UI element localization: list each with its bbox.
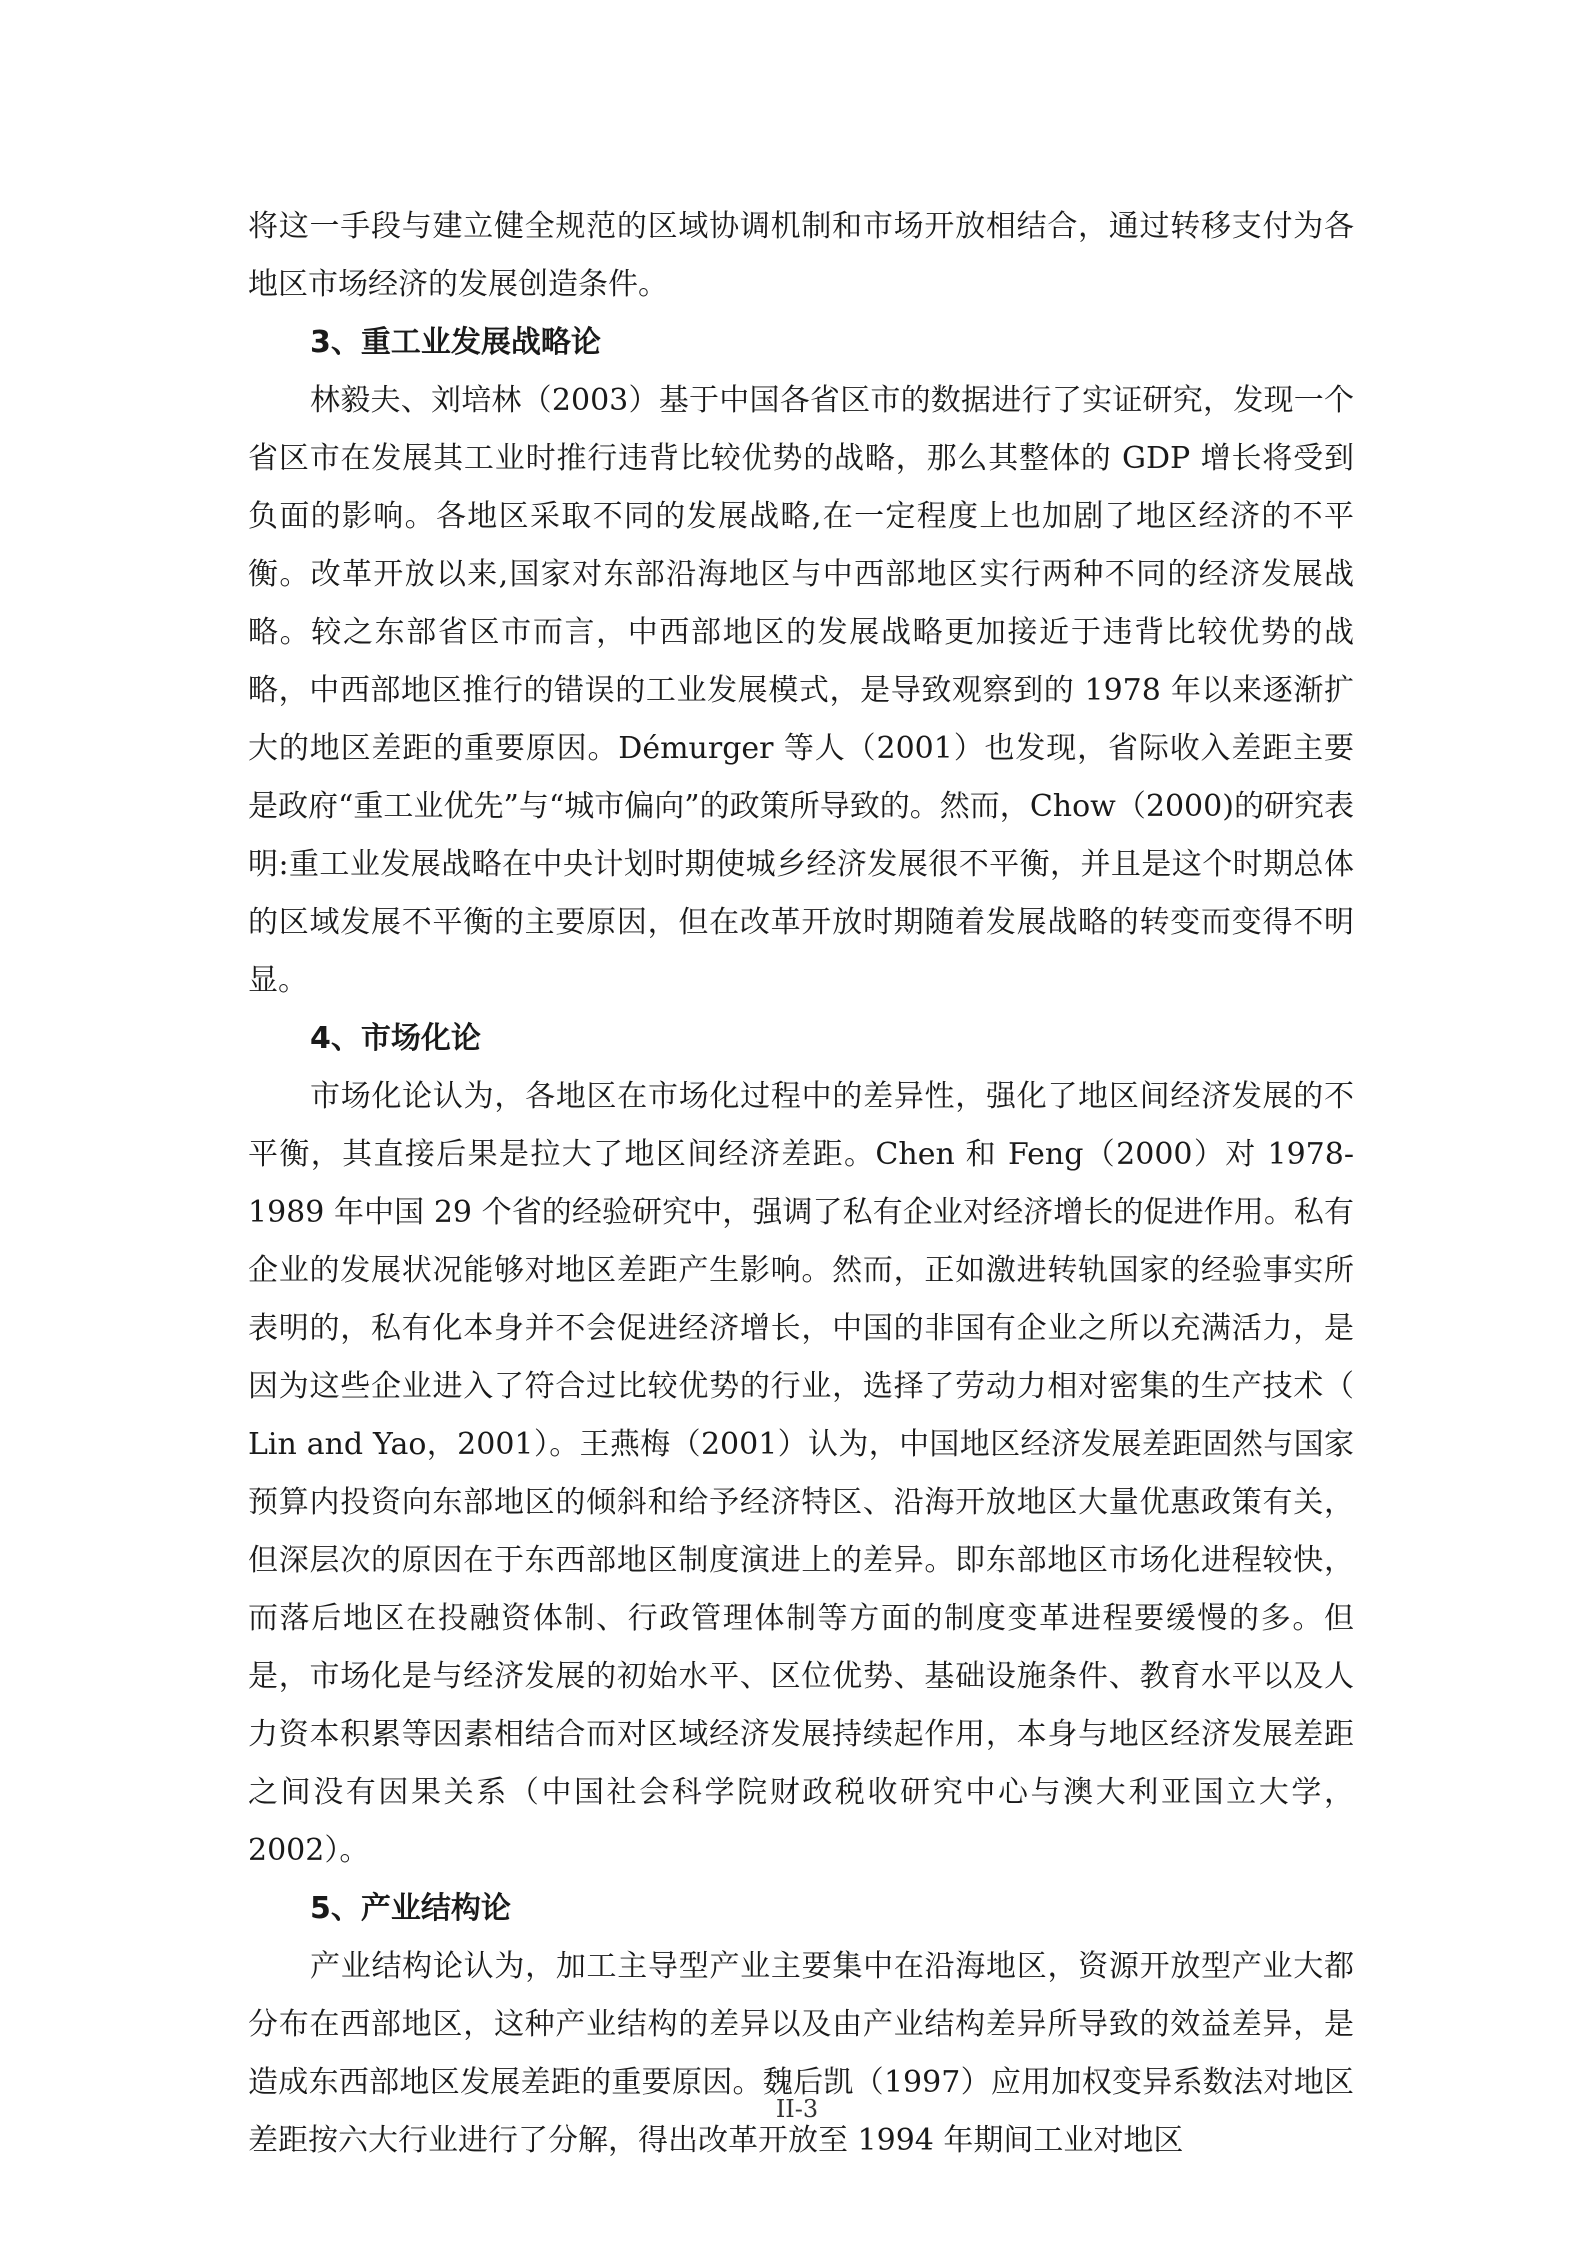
paragraph-heavy-industry: 林毅夫、刘培林（2003）基于中国各省区市的数据进行了实证研究，发现一个省区市在发展其工业时推行违背比较优势的战略，那么其整体的 GDP 增长将受到负面的影响。各地区采取不同的发展战略,在一定程度上也加剧了地区经济的不平衡。改革开放以来,国家对东部沿海地区与中西部地区实行两种不同的经济发展战略。较之东部省区市而言，中西部地区的发展战略更加接近于违背比较优势的战略，中西部地区推行的错误的工业发展模式，是导致观察到的 1978 年以来逐渐扩大的地区差距的重要原因。Démurger 等人（2001）也发现，省际收入差距主要是政府“重工业优先”与“城市偏向”的政策所导致的。然而，Chow（2000)的研究表明:重工业发展战略在中央计划时期使城乡经济发展很不平衡，并且是这个时期总体的区域发展不平衡的主要原因，但在改革开放时期随着发展战略的转变而变得不明显。 bbox=[248, 383, 1354, 998]
paragraph-continuation: 将这一手段与建立健全规范的区域协调机制和市场开放相结合，通过转移支付为各地区市场经济的发展创造条件。 bbox=[248, 209, 1354, 302]
section-heading-5: 5、产业结构论 bbox=[310, 1891, 511, 1926]
paragraph-marketization: 市场化论认为，各地区在市场化过程中的差异性，强化了地区间经济发展的不平衡，其直接后果是拉大了地区间经济差距。Chen 和 Feng（2000）对 1978-1989 年中国 29 个省的经验研究中，强调了私有企业对经济增长的促进作用。私有企业的发展状况能够对地区差距产生影响。然而，正如激进转轨国家的经验事实所表明的，私有化本身并不会促进经济增长，中国的非国有企业之所以充满活力，是因为这些企业进入了符合过比较优势的行业，选择了劳动力相对密集的生产技术（ Lin and Yao，2001）。王燕梅（2001）认为，中国地区经济发展差距固然与国家预算内投资向东部地区的倾斜和给予经济特区、沿海开放地区大量优惠政策有关，但深层次的原因在于东西部地区制度演进上的差异。即东部地区市场化进程较快，而落后地区在投融资体制、行政管理体制等方面的制度变革进程要缓慢的多。但是，市场化是与经济发展的初始水平、区位优势、基础设施条件、教育水平以及人力资本积累等因素相结合而对区域经济发展持续起作用，本身与地区经济发展差距之间没有因果关系（中国社会科学院财政税收研究中心与澳大利亚国立大学，2002）。 bbox=[248, 1079, 1354, 1868]
section-heading-3: 3、重工业发展战略论 bbox=[310, 325, 601, 360]
section-heading-4: 4、市场化论 bbox=[310, 1021, 481, 1056]
paragraph-industrial-structure: 产业结构论认为，加工主导型产业主要集中在沿海地区，资源开放型产业大都分布在西部地区，这种产业结构的差异以及由产业结构差异所导致的效益差异，是造成东西部地区发展差距的重要原因。魏后凯（1997）应用加权变异系数法对地区差距按六大行业进行了分解，得出改革开放至 1994 年期间工业对地区 bbox=[248, 1949, 1354, 2158]
page-number: II-3 bbox=[775, 2095, 819, 2123]
document-page bbox=[248, 198, 1354, 2170]
